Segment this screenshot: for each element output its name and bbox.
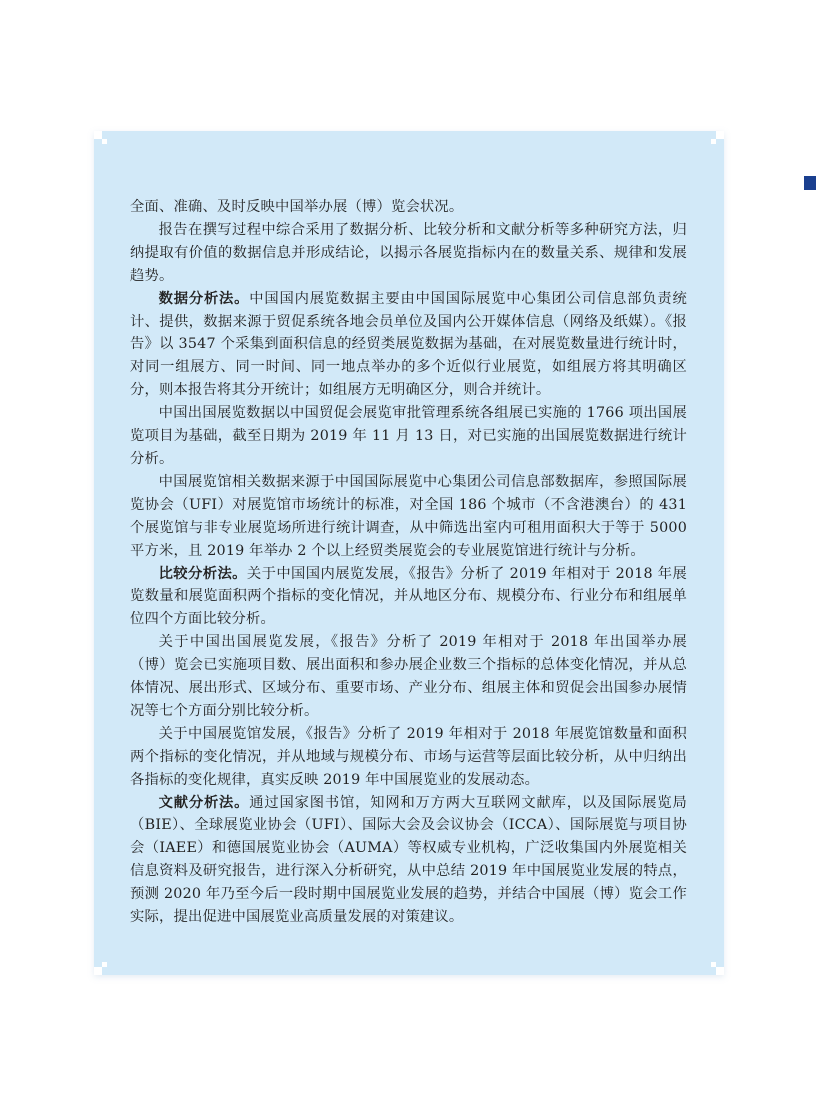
panel-corner-notch: [711, 139, 716, 144]
paragraph-lead: 比较分析法。: [158, 565, 247, 582]
paragraph-body: 关于中国出国展览发展，《报告》分析了 2019 年相对于 2018 年出国举办展（博）览会已实施项目数、展出面积和参办展企业数三个指标的总体变化情况，并从总体情况、展出形式、区域分布、重要市场、产业分布、组展主体和贸促会出国参办展情况等七个方面分别比较分析。: [130, 634, 687, 719]
page-edge-marker: [804, 176, 816, 190]
panel-corner-notch: [102, 962, 107, 967]
body-text: [130, 196, 687, 929]
paragraph: [130, 219, 687, 288]
paragraph-body: 中国国内展览数据主要由中国国际展览中心集团公司信息部负责统计、提供，数据来源于贸促系统各地会员单位及国内公开媒体信息（网络及纸媒）。《报告》以 3547 个采集到面积信息的经贸类展览数据为基础，在对展览数量进行统计时，对同一组展方、同一时间、同一地点举办的多个近似行业展览，如组展方将其明确区分，则本报告将其分开统计；如组展方无明确区分，则合并统计。: [130, 290, 688, 399]
paragraph-lead: 数据分析法。: [158, 290, 250, 307]
panel-corner-notch: [102, 139, 107, 144]
panel-corner-notch: [716, 131, 724, 139]
paragraph: [130, 792, 687, 929]
paragraph: [130, 471, 687, 563]
paragraph: [130, 196, 687, 219]
panel-corner-notch: [711, 962, 716, 967]
panel-corner-notch: [716, 967, 724, 975]
paragraph: [130, 288, 687, 403]
paragraph-body: 通过国家图书馆，知网和万方两大互联网文献库，以及国际展览局（BIE）、全球展览业协会（UFI）、国际大会及会议协会（ICCA）、国际展览与项目协会（IAEE）和德国展览业协会（AUMA）等权威专业机构，广泛收集国内外展览相关信息资料及研究报告，进行深入分析研究，从中总结 2019 年中国展览业发展的特点，预测 2020 年乃至今后一段时期中国展览业发展的趋势，并结合中国展（博）览会工作实际，提出促进中国展览业高质量发展的对策建议。: [130, 794, 688, 926]
paragraph-body: 中国出国展览数据以中国贸促会展览审批管理系统各组展已实施的 1766 项出国展览项目为基础，截至日期为 2019 年 11 月 13 日，对已实施的出国展览数据进行统计分析。: [130, 405, 687, 467]
paragraph-lead: 文献分析法。: [158, 794, 250, 811]
panel-corner-notch: [94, 967, 102, 975]
paragraph: [130, 402, 687, 471]
paragraph-body: 关于中国国内展览发展，《报告》分析了 2019 年相对于 2018 年展览数量和展览面积两个指标的变化情况，并从地区分布、规模分布、行业分布和组展单位四个方面比较分析。: [130, 565, 687, 628]
paragraph-body: 全面、准确、及时反映中国举办展（博）览会状况。: [130, 199, 464, 215]
paragraph-body: 报告在撰写过程中综合采用了数据分析、比较分析和文献分析等多种研究方法，归纳提取有价值的数据信息并形成结论，以揭示各展览指标内在的数量关系、规律和发展趋势。: [130, 221, 687, 284]
paragraph: [130, 723, 687, 792]
paragraph-body: 关于中国展览馆发展，《报告》分析了 2019 年相对于 2018 年展览馆数量和面积两个指标的变化情况，并从地域与规模分布、市场与运营等层面比较分析，从中归纳出各指标的变化规律，真实反映 2019 年中国展览业的发展动态。: [130, 725, 687, 788]
panel-corner-notch: [94, 131, 102, 139]
paragraph: [130, 631, 687, 723]
paragraph-body: 中国展览馆相关数据来源于中国国际展览中心集团公司信息部数据库，参照国际展览协会（UFI）对展览馆市场统计的标准，对全国 186 个城市（不含港澳台）的 431 个展览馆与非专业展览场所进行统计调查，从中筛选出室内可租用面积大于等于 5000 平方米，且 2019 年举办 2 个以上经贸类展览会的专业展览馆进行统计与分析。: [130, 473, 687, 559]
paragraph: [130, 563, 687, 632]
